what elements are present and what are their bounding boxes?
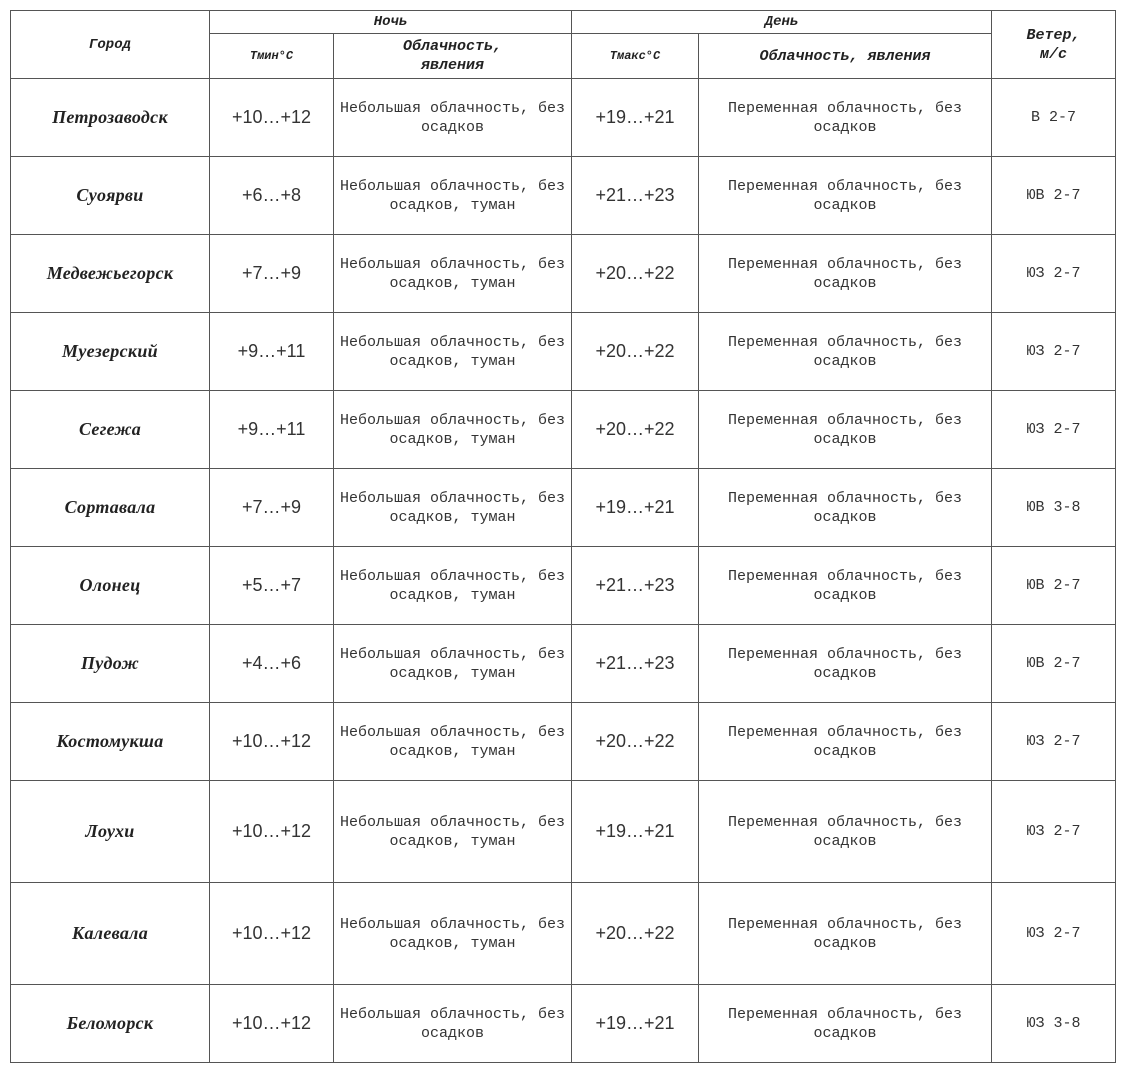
day-max-temp: +20…+22: [572, 391, 699, 469]
wind-value: ЮЗ 2-7: [992, 883, 1116, 985]
night-min-temp: +7…+9: [210, 469, 334, 547]
night-conditions: Небольшая облачность, без осадков, туман: [334, 781, 572, 883]
night-min-temp: +4…+6: [210, 625, 334, 703]
day-max-temp: +19…+21: [572, 469, 699, 547]
night-conditions: Небольшая облачность, без осадков, туман: [334, 313, 572, 391]
table-row: [11, 469, 1116, 547]
wind-value: ЮЗ 3-8: [992, 985, 1116, 1063]
night-min-temp: +10…+12: [210, 781, 334, 883]
tmax-column-header: Тмакс°С: [572, 34, 699, 79]
table-row: [11, 625, 1116, 703]
city-name: Лоухи: [11, 781, 210, 883]
wind-value: ЮЗ 2-7: [992, 781, 1116, 883]
day-conditions: Переменная облачность, без осадков: [699, 985, 992, 1063]
night-min-temp: +6…+8: [210, 157, 334, 235]
night-conditions: Небольшая облачность, без осадков, туман: [334, 469, 572, 547]
night-min-temp: +9…+11: [210, 313, 334, 391]
day-conditions: Переменная облачность, без осадков: [699, 391, 992, 469]
day-conditions: Переменная облачность, без осадков: [699, 547, 992, 625]
wind-value: ЮВ 2-7: [992, 547, 1116, 625]
night-conditions: Небольшая облачность, без осадков, туман: [334, 391, 572, 469]
night-min-temp: +5…+7: [210, 547, 334, 625]
night-conditions: Небольшая облачность, без осадков, туман: [334, 547, 572, 625]
city-name: Беломорск: [11, 985, 210, 1063]
wind-value: ЮЗ 2-7: [992, 235, 1116, 313]
day-max-temp: +21…+23: [572, 625, 699, 703]
table-row: [11, 157, 1116, 235]
night-min-temp: +10…+12: [210, 703, 334, 781]
night-conditions: Небольшая облачность, без осадков, туман: [334, 625, 572, 703]
city-name: Калевала: [11, 883, 210, 985]
wind-value: ЮЗ 2-7: [992, 703, 1116, 781]
night-min-temp: +9…+11: [210, 391, 334, 469]
day-max-temp: +21…+23: [572, 547, 699, 625]
wind-value: ЮЗ 2-7: [992, 313, 1116, 391]
night-min-temp: +10…+12: [210, 883, 334, 985]
table-row: [11, 391, 1116, 469]
city-name: Костомукша: [11, 703, 210, 781]
day-conditions: Переменная облачность, без осадков: [699, 781, 992, 883]
night-group-header: Ночь: [210, 11, 572, 34]
city-name: Пудож: [11, 625, 210, 703]
night-conditions: Небольшая облачность, без осадков, туман: [334, 235, 572, 313]
city-column-header: Город: [11, 11, 210, 79]
night-conditions: Небольшая облачность, без осадков, туман: [334, 157, 572, 235]
city-name: Олонец: [11, 547, 210, 625]
day-conditions: Переменная облачность, без осадков: [699, 235, 992, 313]
table-row: [11, 883, 1116, 985]
day-max-temp: +20…+22: [572, 313, 699, 391]
day-max-temp: +21…+23: [572, 157, 699, 235]
wind-value: ЮВ 2-7: [992, 157, 1116, 235]
table-row: [11, 79, 1116, 157]
day-conditions: Переменная облачность, без осадков: [699, 703, 992, 781]
city-name: Суоярви: [11, 157, 210, 235]
table-row: [11, 235, 1116, 313]
night-conditions: Небольшая облачность, без осадков: [334, 79, 572, 157]
day-max-temp: +20…+22: [572, 883, 699, 985]
day-conditions: Переменная облачность, без осадков: [699, 157, 992, 235]
night-conditions: Небольшая облачность, без осадков: [334, 985, 572, 1063]
day-conditions: Переменная облачность, без осадков: [699, 883, 992, 985]
city-name: Сегежа: [11, 391, 210, 469]
day-group-header: День: [572, 11, 992, 34]
wind-value: В 2-7: [992, 79, 1116, 157]
day-conditions: Переменная облачность, без осадков: [699, 469, 992, 547]
day-max-temp: +20…+22: [572, 703, 699, 781]
night-min-temp: +10…+12: [210, 985, 334, 1063]
night-min-temp: +10…+12: [210, 79, 334, 157]
wind-value: ЮЗ 2-7: [992, 391, 1116, 469]
day-max-temp: +19…+21: [572, 781, 699, 883]
wind-value: ЮВ 2-7: [992, 625, 1116, 703]
day-conditions: Переменная облачность, без осадков: [699, 625, 992, 703]
table-row: [11, 703, 1116, 781]
night-conditions: Небольшая облачность, без осадков, туман: [334, 883, 572, 985]
day-clouds-column-header: Облачность, явления: [699, 34, 992, 79]
wind-column-header: Ветер, м/с: [992, 11, 1116, 79]
table-row: [11, 781, 1116, 883]
city-name: Муезерский: [11, 313, 210, 391]
table-row: [11, 313, 1116, 391]
day-max-temp: +20…+22: [572, 235, 699, 313]
forecast-table: [10, 10, 1116, 1063]
day-conditions: Переменная облачность, без осадков: [699, 313, 992, 391]
night-clouds-column-header: Облачность, явления: [334, 34, 572, 79]
day-max-temp: +19…+21: [572, 79, 699, 157]
night-conditions: Небольшая облачность, без осадков, туман: [334, 703, 572, 781]
city-name: Сортавала: [11, 469, 210, 547]
day-conditions: Переменная облачность, без осадков: [699, 79, 992, 157]
table-row: [11, 985, 1116, 1063]
city-name: Петрозаводск: [11, 79, 210, 157]
table-row: [11, 547, 1116, 625]
city-name: Медвежьегорск: [11, 235, 210, 313]
wind-value: ЮВ 3-8: [992, 469, 1116, 547]
tmin-column-header: Тмин°С: [210, 34, 334, 79]
day-max-temp: +19…+21: [572, 985, 699, 1063]
night-min-temp: +7…+9: [210, 235, 334, 313]
